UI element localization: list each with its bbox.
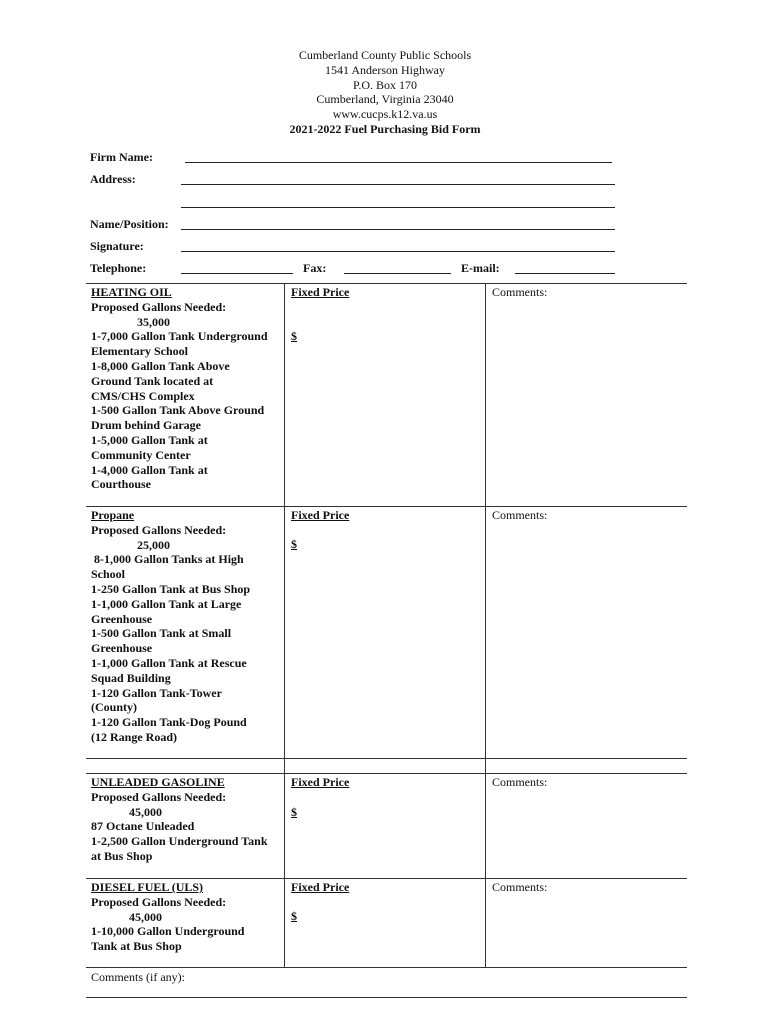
comments-label[interactable]: Comments: bbox=[492, 880, 548, 894]
tank-line: 1-8,000 Gallon Tank Above bbox=[91, 358, 230, 373]
price-input[interactable]: $ bbox=[291, 805, 297, 819]
comments-label[interactable]: Comments: bbox=[492, 508, 548, 522]
tank-line: 1-500 Gallon Tank at Small bbox=[91, 626, 232, 641]
address-field-line1[interactable] bbox=[181, 184, 615, 185]
tank-line: 1-120 Gallon Tank-Tower bbox=[91, 685, 222, 700]
tank-line: 1-120 Gallon Tank-Dog Pound bbox=[91, 715, 247, 730]
section-title: HEATING OIL bbox=[91, 285, 172, 299]
fixed-price-label: Fixed Price bbox=[291, 775, 350, 789]
address-label: Address: bbox=[90, 172, 136, 187]
name-position-label: Name/Position: bbox=[90, 216, 169, 231]
diesel-fuel-section bbox=[91, 880, 244, 954]
unleaded-gasoline-section bbox=[91, 775, 268, 864]
address-row-2 bbox=[90, 195, 620, 217]
form-title: 2021-2022 Fuel Purchasing Bid Form bbox=[289, 121, 481, 136]
tank-line: Tank at Bus Shop bbox=[91, 939, 182, 954]
firm-info-fields bbox=[90, 150, 620, 284]
gallons-value: 45,000 bbox=[129, 909, 162, 924]
gallons-label: Proposed Gallons Needed: bbox=[91, 894, 227, 909]
overall-comments-label[interactable]: Comments (if any): bbox=[91, 970, 185, 984]
firm-name-field[interactable] bbox=[185, 162, 612, 163]
letterhead bbox=[0, 48, 770, 137]
fixed-price-label: Fixed Price bbox=[291, 508, 350, 522]
row-divider bbox=[86, 773, 687, 774]
section-title: Propane bbox=[91, 508, 135, 522]
tank-line: Drum behind Garage bbox=[91, 418, 202, 433]
tank-line: 8-1,000 Gallon Tanks at High bbox=[91, 552, 244, 567]
org-name: Cumberland County Public Schools bbox=[298, 48, 472, 62]
contact-row bbox=[90, 261, 620, 283]
telephone-field[interactable] bbox=[181, 273, 293, 274]
email-label: E-mail: bbox=[461, 261, 500, 276]
comments-label[interactable]: Comments: bbox=[492, 775, 548, 789]
tank-line: CMS/CHS Complex bbox=[91, 388, 195, 403]
price-input[interactable]: $ bbox=[291, 537, 297, 551]
tank-line: Elementary School bbox=[91, 344, 188, 359]
address-row bbox=[90, 172, 620, 194]
table-top-border bbox=[86, 283, 687, 284]
signature-field[interactable] bbox=[181, 251, 615, 252]
fixed-price-label: Fixed Price bbox=[291, 285, 350, 299]
signature-row bbox=[90, 239, 620, 261]
name-position-row bbox=[90, 217, 620, 239]
row-divider bbox=[86, 506, 687, 507]
org-po-box: P.O. Box 170 bbox=[352, 77, 417, 92]
section-title: DIESEL FUEL (ULS) bbox=[91, 880, 204, 894]
fax-label: Fax: bbox=[303, 261, 327, 276]
fixed-price-label: Fixed Price bbox=[291, 880, 350, 894]
tank-line: at Bus Shop bbox=[91, 848, 153, 863]
heating-oil-section bbox=[91, 285, 268, 492]
row-divider bbox=[86, 878, 687, 879]
tank-line: (12 Range Road) bbox=[91, 729, 177, 744]
propane-section bbox=[91, 508, 250, 745]
org-street: 1541 Anderson Highway bbox=[325, 62, 445, 77]
section-title: UNLEADED GASOLINE bbox=[91, 775, 225, 789]
tank-line: 1-500 Gallon Tank Above Ground bbox=[91, 403, 265, 418]
tank-line: Courthouse bbox=[91, 477, 152, 492]
address-field-line2[interactable] bbox=[181, 207, 615, 208]
gallons-value: 25,000 bbox=[137, 537, 170, 552]
row-divider bbox=[86, 967, 687, 968]
gallons-label: Proposed Gallons Needed: bbox=[91, 299, 227, 314]
column-divider bbox=[284, 283, 285, 968]
price-input[interactable]: $ bbox=[291, 909, 297, 923]
telephone-label: Telephone: bbox=[90, 261, 147, 276]
tank-line: 1-250 Gallon Tank at Bus Shop bbox=[91, 581, 251, 596]
email-field[interactable] bbox=[515, 273, 615, 274]
fax-field[interactable] bbox=[344, 273, 451, 274]
gallons-value: 35,000 bbox=[137, 314, 170, 329]
gallons-label: Proposed Gallons Needed: bbox=[91, 522, 227, 537]
row-divider bbox=[86, 758, 687, 759]
firm-name-row bbox=[90, 150, 620, 172]
tank-line: 1-4,000 Gallon Tank at bbox=[91, 462, 208, 477]
name-position-field[interactable] bbox=[181, 229, 615, 230]
tank-line: (County) bbox=[91, 700, 138, 715]
firm-name-label: Firm Name: bbox=[90, 150, 153, 164]
tank-line: 1-1,000 Gallon Tank at Large bbox=[91, 596, 242, 611]
tank-line: Greenhouse bbox=[91, 641, 153, 656]
tank-line: 1-5,000 Gallon Tank at bbox=[91, 432, 208, 447]
table-bottom-border bbox=[86, 997, 687, 998]
tank-line: 1-2,500 Gallon Underground Tank bbox=[91, 834, 268, 849]
gallons-label: Proposed Gallons Needed: bbox=[91, 789, 227, 804]
org-website: www.cucps.k12.va.us bbox=[332, 107, 438, 122]
tank-line: School bbox=[91, 567, 126, 582]
comments-label[interactable]: Comments: bbox=[492, 285, 548, 299]
org-city: Cumberland, Virginia 23040 bbox=[316, 92, 454, 107]
gallons-value: 45,000 bbox=[129, 804, 162, 819]
price-input[interactable]: $ bbox=[291, 329, 297, 343]
tank-line: Greenhouse bbox=[91, 611, 153, 626]
tank-line: 87 Octane Unleaded bbox=[91, 819, 195, 834]
tank-line: 1-7,000 Gallon Tank Underground bbox=[91, 329, 268, 344]
column-divider bbox=[485, 283, 486, 968]
tank-line: 1-1,000 Gallon Tank at Rescue bbox=[91, 655, 247, 670]
tank-line: Community Center bbox=[91, 447, 191, 462]
tank-line: Squad Building bbox=[91, 670, 171, 685]
tank-line: 1-10,000 Gallon Underground bbox=[91, 924, 245, 939]
signature-label: Signature: bbox=[90, 239, 144, 254]
tank-line: Ground Tank located at bbox=[91, 373, 214, 388]
